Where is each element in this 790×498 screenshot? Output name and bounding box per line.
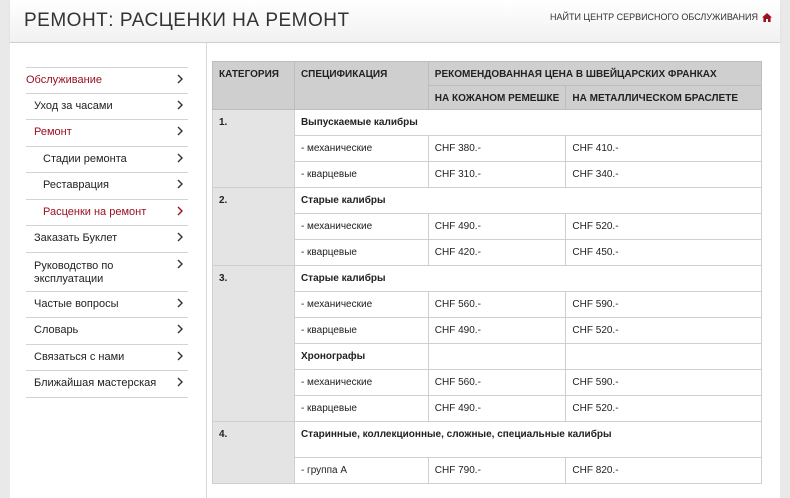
sidebar-item-restoration[interactable] <box>26 173 188 200</box>
table-row <box>213 110 762 136</box>
sidebar-item-label: Реставрация <box>43 179 109 191</box>
price-leather: CHF 560.- <box>428 370 566 396</box>
price-bracelet: CHF 410.- <box>566 136 762 162</box>
sidebar-item-label: Уход за часами <box>34 99 113 112</box>
price-bracelet: CHF 590.- <box>566 370 762 396</box>
chevron-right-icon <box>176 100 184 110</box>
empty-cell <box>428 344 566 370</box>
price-leather: CHF 420.- <box>428 240 566 266</box>
page-title: РЕМОНТ: РАСЦЕНКИ НА РЕМОНТ <box>24 10 350 31</box>
price-leather: CHF 490.- <box>428 214 566 240</box>
page-header <box>10 0 780 43</box>
header-leather: НА КОЖАНОМ РЕМЕШКЕ <box>428 86 566 110</box>
spec-cell: - группа A <box>294 458 428 484</box>
price-leather: CHF 490.- <box>428 318 566 344</box>
sidebar-item-label: Ремонт <box>34 126 72 138</box>
chevron-right-icon <box>176 232 184 242</box>
price-bracelet: CHF 520.- <box>566 318 762 344</box>
find-service-center-link[interactable] <box>550 12 772 22</box>
section-title: Старинные, коллекционные, сложные, специальные калибры <box>294 422 761 458</box>
price-bracelet: CHF 450.- <box>566 240 762 266</box>
table-row <box>213 240 762 266</box>
price-leather: CHF 490.- <box>428 396 566 422</box>
header-bracelet: НА МЕТАЛЛИЧЕСКОМ БРАСЛЕТЕ <box>566 86 762 110</box>
table-row <box>213 370 762 396</box>
sidebar-item-label: Обслуживание <box>26 74 102 86</box>
section-title: Старые калибры <box>294 188 761 214</box>
table-row <box>213 136 762 162</box>
table-row <box>213 318 762 344</box>
price-table <box>212 61 762 484</box>
section-title: Выпускаемые калибры <box>294 110 761 136</box>
table-row <box>213 162 762 188</box>
price-leather: CHF 560.- <box>428 292 566 318</box>
price-leather: CHF 790.- <box>428 458 566 484</box>
chevron-right-icon <box>176 179 184 189</box>
table-row <box>213 266 762 292</box>
sidebar-item-faq[interactable] <box>26 292 188 319</box>
chevron-right-icon <box>176 259 184 269</box>
chevron-right-icon <box>176 377 184 387</box>
empty-cell <box>566 344 762 370</box>
price-leather: CHF 310.- <box>428 162 566 188</box>
price-table-wrapper <box>212 61 762 484</box>
sidebar-item-label: Частые вопросы <box>34 297 119 310</box>
content-area <box>10 43 780 498</box>
sidebar-item-label: Заказать Буклет <box>34 232 118 244</box>
sidebar-nav <box>26 67 188 398</box>
table-row <box>213 188 762 214</box>
price-leather: CHF 380.- <box>428 136 566 162</box>
chevron-right-icon <box>176 74 184 84</box>
sidebar-item-repair[interactable] <box>26 120 188 147</box>
category-number: 1. <box>213 110 295 188</box>
sidebar-item-label: Расценки на ремонт <box>43 205 147 218</box>
spec-cell: - механические <box>294 136 428 162</box>
spec-cell: - кварцевые <box>294 162 428 188</box>
sidebar-item-label: Стадии ремонта <box>43 152 127 165</box>
chevron-right-icon <box>176 126 184 136</box>
sidebar-item-label: Связаться с нами <box>34 350 125 363</box>
chevron-right-icon <box>176 153 184 163</box>
sidebar-item-glossary[interactable] <box>26 318 188 345</box>
sidebar-item-service[interactable] <box>26 67 188 94</box>
chevron-right-icon <box>176 206 184 216</box>
sidebar-item-label: Ближайшая мастерская <box>34 377 157 389</box>
find-service-center-label: НАЙТИ ЦЕНТР СЕРВИСНОГО ОБСЛУЖИВАНИЯ <box>549 12 758 22</box>
sidebar-item-order-booklet[interactable] <box>26 226 188 253</box>
price-bracelet: CHF 340.- <box>566 162 762 188</box>
table-row <box>213 422 762 458</box>
category-number: 4. <box>213 422 295 484</box>
sidebar-item-watch-care[interactable] <box>26 94 188 121</box>
spec-cell: - кварцевые <box>294 318 428 344</box>
table-row <box>213 396 762 422</box>
category-number: 3. <box>213 266 295 422</box>
sidebar-item-contact[interactable] <box>26 345 188 372</box>
header-category: КАТЕГОРИЯ <box>213 62 295 110</box>
sidebar-item-manual[interactable] <box>26 253 188 292</box>
spec-cell: - механические <box>294 370 428 396</box>
chevron-right-icon <box>176 324 184 334</box>
sidebar-item-repair-prices[interactable] <box>26 200 188 227</box>
table-row <box>213 292 762 318</box>
chevron-right-icon <box>176 351 184 361</box>
price-bracelet: CHF 520.- <box>566 214 762 240</box>
header-spec: СПЕЦИФИКАЦИЯ <box>294 62 428 110</box>
sidebar-item-nearest-workshop[interactable] <box>26 371 188 398</box>
section-title: Старые калибры <box>294 266 761 292</box>
price-bracelet: CHF 520.- <box>566 396 762 422</box>
sidebar-item-label: Словарь <box>34 324 79 336</box>
category-number: 2. <box>213 188 295 266</box>
spec-cell: - механические <box>294 214 428 240</box>
sidebar-item-label: Руководство по эксплуатации <box>34 259 114 285</box>
spec-cell: - кварцевые <box>294 240 428 266</box>
spec-cell: - механические <box>294 292 428 318</box>
table-row <box>213 344 762 370</box>
price-bracelet: CHF 590.- <box>566 292 762 318</box>
chevron-right-icon <box>176 298 184 308</box>
home-icon <box>762 13 772 22</box>
table-row <box>213 458 762 484</box>
table-row <box>213 214 762 240</box>
sidebar <box>10 43 207 498</box>
price-bracelet: CHF 820.- <box>566 458 762 484</box>
section-title: Хронографы <box>294 344 428 370</box>
spec-cell: - кварцевые <box>294 396 428 422</box>
header-price: РЕКОМЕНДОВАННАЯ ЦЕНА В ШВЕЙЦАРСКИХ ФРАНКАХ <box>428 62 761 86</box>
sidebar-item-repair-stages[interactable] <box>26 147 188 174</box>
